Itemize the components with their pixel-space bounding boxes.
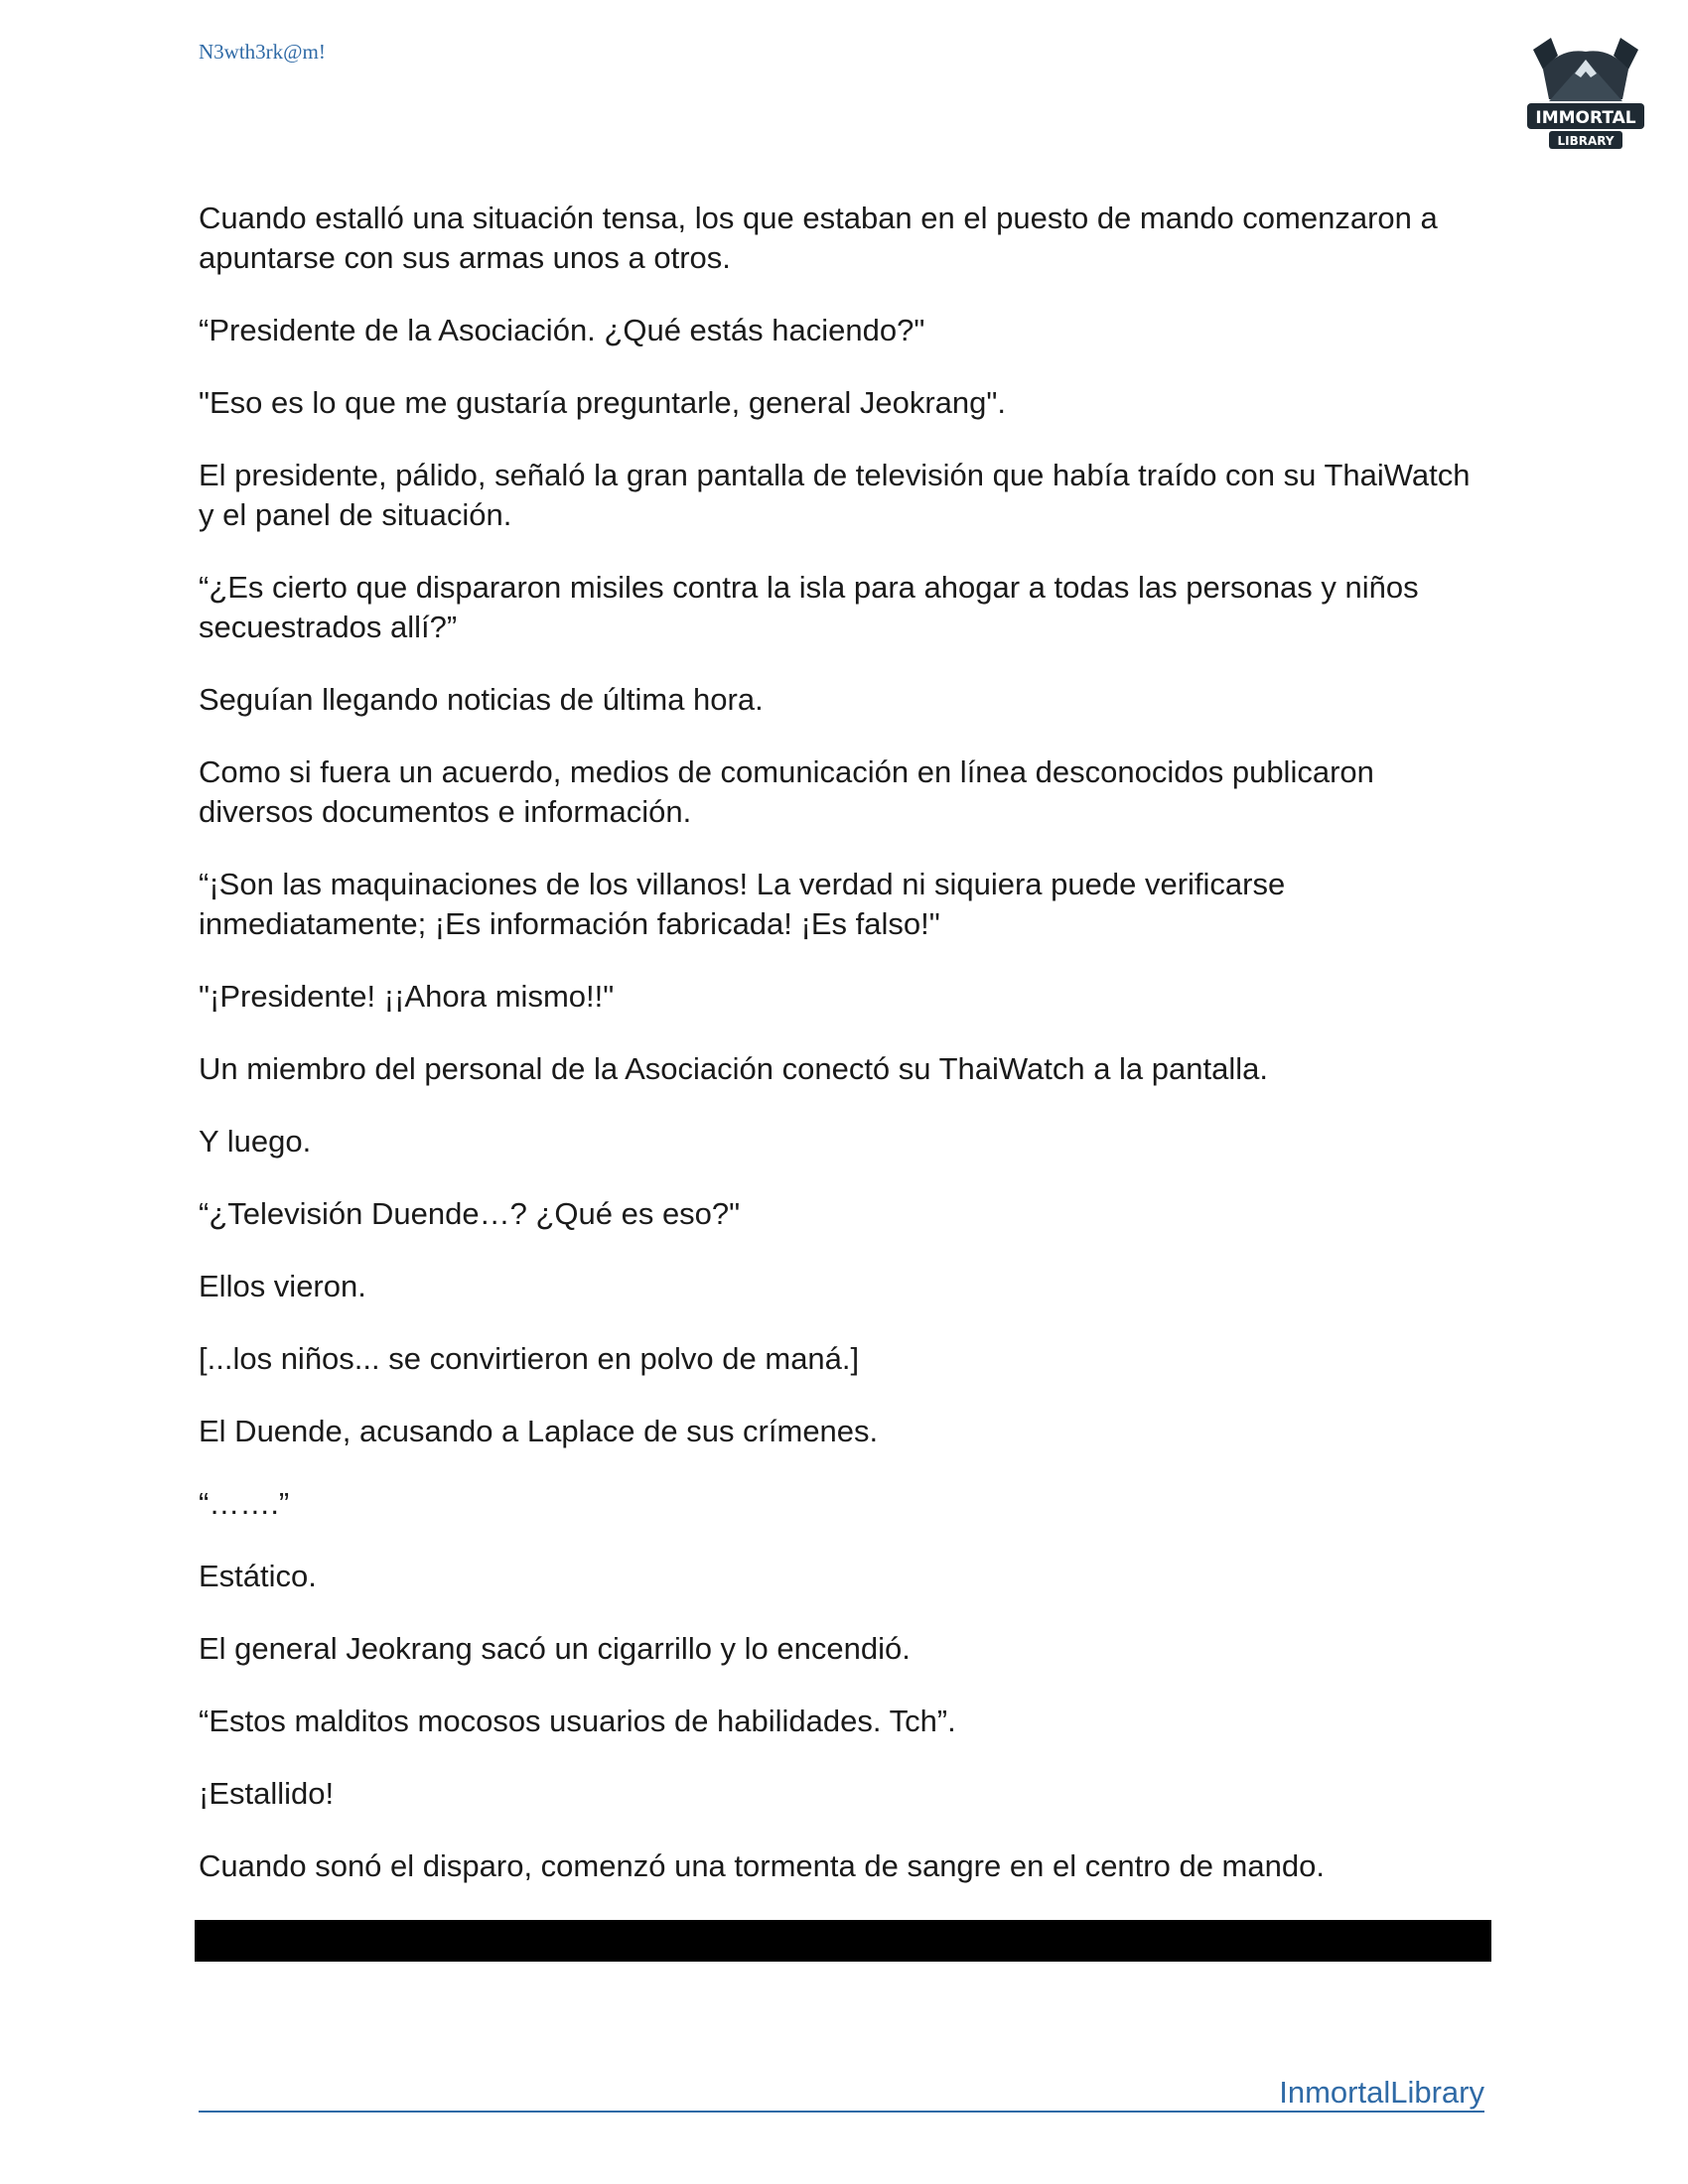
- logo-text-top: IMMORTAL: [1535, 108, 1636, 128]
- paragraph: [...los niños... se convirtieron en polvo de maná.]: [199, 1341, 860, 1376]
- document-body: [199, 199, 1489, 1919]
- footer-divider: [199, 2111, 1484, 2113]
- paragraph: Cuando sonó el disparo, comenzó una tormenta de sangre en el centro de mando.: [199, 1848, 1325, 1883]
- paragraph: "¡Presidente! ¡¡Ahora mismo!!": [199, 979, 615, 1014]
- footer-link[interactable]: InmortalLibrary: [1279, 2075, 1484, 2110]
- paragraph: “¿Es cierto que dispararon misiles contra la isla para ahogar a todas las personas y niños secuestrados allí?”: [199, 570, 1419, 644]
- paragraph: “Estos malditos mocosos usuarios de habilidades. Tch”.: [199, 1704, 956, 1738]
- paragraph: Y luego.: [199, 1124, 312, 1159]
- paragraph: Como si fuera un acuerdo, medios de comunicación en línea desconocidos publicaron diversos documentos e información.: [199, 754, 1374, 829]
- paragraph: Ellos vieron.: [199, 1269, 366, 1303]
- immortal-library-logo-icon: [1513, 30, 1658, 161]
- paragraph: El Duende, acusando a Laplace de sus crímenes.: [199, 1414, 879, 1448]
- paragraph: El presidente, pálido, señaló la gran pantalla de televisión que había traído con su ThaiWatch y el panel de situación.: [199, 458, 1471, 532]
- paragraph: “Presidente de la Asociación. ¿Qué estás haciendo?": [199, 313, 925, 347]
- paragraph: “…….”: [199, 1486, 290, 1521]
- paragraph: ¡Estallido!: [199, 1776, 335, 1811]
- paragraph: “¡Son las maquinaciones de los villanos! La verdad ni siquiera puede verificarse inmediatamente; ¡Es información fabricada! ¡Es falso!": [199, 867, 1286, 941]
- redaction-bar: [195, 1920, 1491, 1962]
- header-tag: N3wth3rk@m!: [199, 40, 326, 64]
- paragraph: El general Jeokrang sacó un cigarrillo y lo encendió.: [199, 1631, 911, 1666]
- paragraph: "Eso es lo que me gustaría preguntarle, general Jeokrang".: [199, 385, 1006, 420]
- paragraph: Seguían llegando noticias de última hora.: [199, 682, 764, 717]
- paragraph: Cuando estalló una situación tensa, los que estaban en el puesto de mando comenzaron a apuntarse con sus armas unos a otros.: [199, 201, 1438, 275]
- paragraph: Estático.: [199, 1559, 317, 1593]
- logo-text-bottom: LIBRARY: [1557, 134, 1615, 148]
- paragraph: Un miembro del personal de la Asociación conectó su ThaiWatch a la pantalla.: [199, 1051, 1268, 1086]
- paragraph: “¿Televisión Duende…? ¿Qué es eso?": [199, 1196, 741, 1231]
